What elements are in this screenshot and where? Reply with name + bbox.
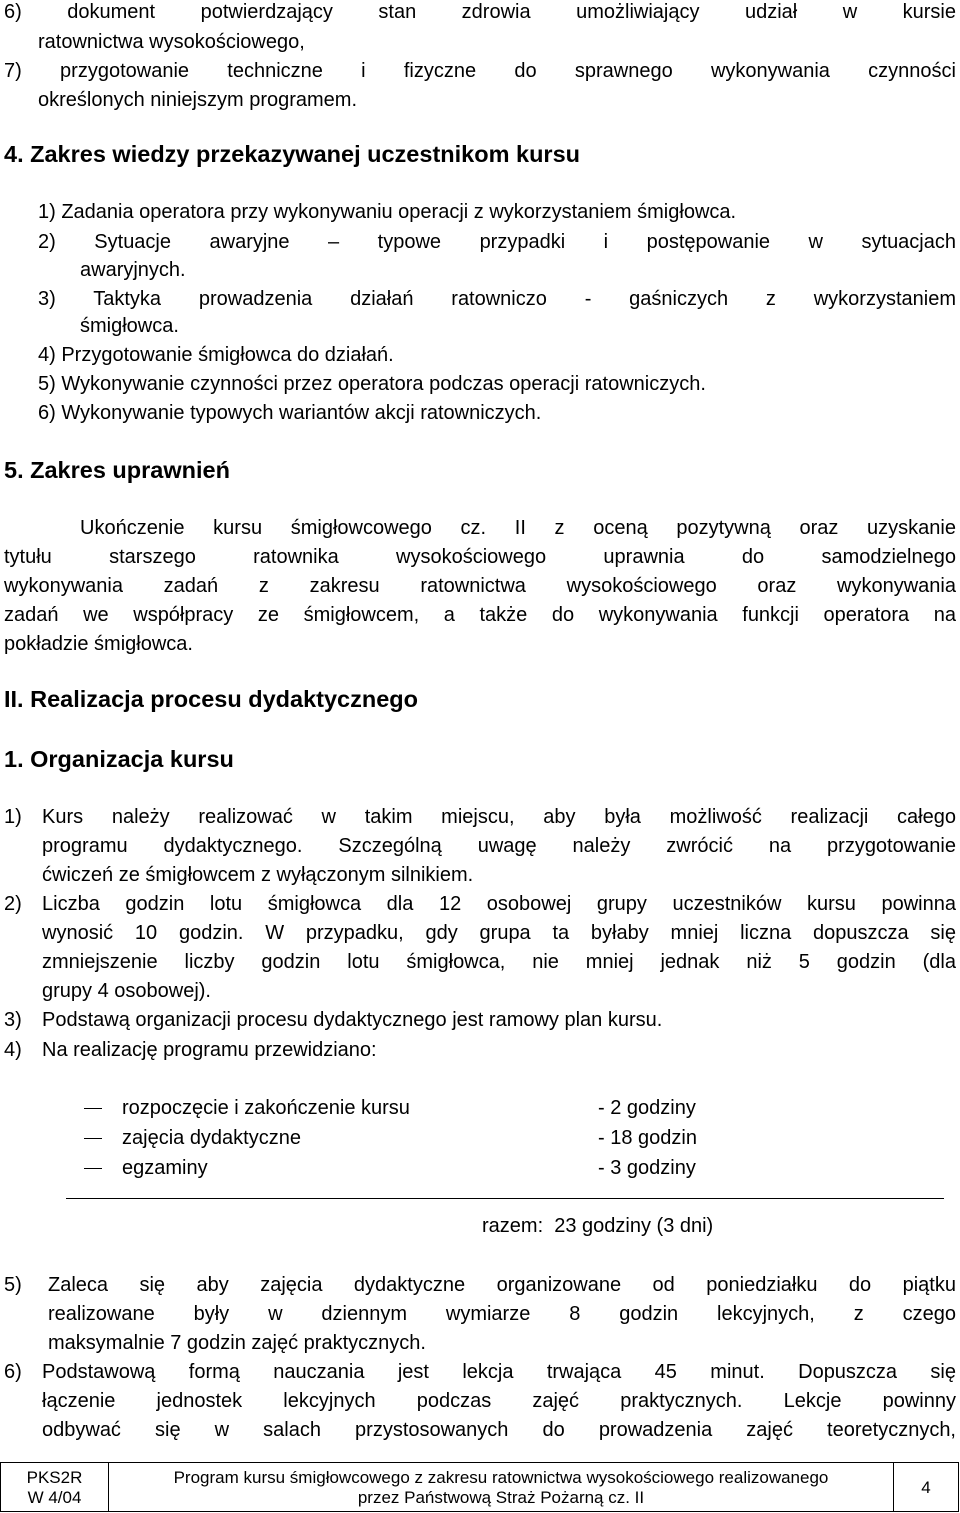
list-item: Podstawową formą nauczania jest lekcja trwająca 45 minut. Dopuszcza się (42, 1361, 956, 1383)
schedule-hours: - 2 godziny (598, 1097, 696, 1119)
list-item: 4) Przygotowanie śmigłowca do działań. (38, 344, 394, 366)
list-item-continuation: określonych niniejszym programem. (38, 89, 358, 111)
list-item-continuation: grupy 4 osobowej). (42, 980, 211, 1002)
list-number: 3) (4, 1009, 22, 1031)
list-item: Kurs należy realizować w takim miejscu, aby była możliwość realizacji całego (42, 806, 956, 828)
list-number: 2) (4, 893, 22, 915)
schedule-hours: - 3 godziny (598, 1157, 696, 1179)
list-item: 3) Taktyka prowadzenia działań ratowniczo - gaśniczych z wykorzystaniem (38, 288, 956, 310)
page-footer (0, 1462, 959, 1512)
list-item: 5) Wykonywanie czynności przez operatora podczas operacji ratowniczych. (38, 373, 706, 395)
dash-bullet (84, 1108, 102, 1109)
document-code-line: W 4/04 (27, 1488, 82, 1507)
section-heading: 1. Organizacja kursu (4, 746, 234, 772)
dash-bullet (84, 1138, 102, 1139)
paragraph-line: tytułu starszego ratownika wysokościowego uprawnia do samodzielnego (4, 546, 956, 568)
schedule-label: rozpoczęcie i zakończenie kursu (122, 1097, 410, 1119)
list-number: 5) (4, 1274, 22, 1296)
list-item-continuation: programu dydaktycznego. Szczególną uwagę należy zwrócić na przygotowanie (42, 835, 956, 857)
part-heading: II. Realizacja procesu dydaktycznego (4, 686, 419, 712)
list-item: Na realizację programu przewidziano: (42, 1039, 377, 1061)
list-item-continuation: ratownictwa wysokościowego, (38, 31, 305, 53)
list-item-continuation: ćwiczeń ze śmigłowcem z wyłączonym silnikiem. (42, 864, 474, 886)
list-item: 6) dokument potwierdzający stan zdrowia umożliwiający udział w kursie (4, 1, 956, 23)
list-item-continuation: wynosić 10 godzin. W przypadku, gdy grupa ta byłaby mniej liczna dopuszcza się (42, 922, 956, 944)
list-number: 6) (4, 1361, 22, 1383)
paragraph-line: zadań we współpracy ze śmigłowcem, a także do wykonywania funkcji operatora na (4, 604, 956, 626)
paragraph-line: Ukończenie kursu śmigłowcowego cz. II z oceną pozytywną oraz uzyskanie (80, 517, 956, 539)
list-item: 2) Sytuacje awaryjne – typowe przypadki i postępowanie w sytuacjach (38, 231, 956, 253)
schedule-label: egzaminy (122, 1157, 208, 1179)
list-item-continuation: zmniejszenie liczby godzin lotu śmigłowca, nie mniej jednak niż 5 godzin (dla (42, 951, 956, 973)
document-title (109, 1463, 894, 1512)
list-item: 6) Wykonywanie typowych wariantów akcji ratowniczych. (38, 402, 542, 424)
page-number: 4 (894, 1463, 959, 1512)
list-item-continuation: maksymalnie 7 godzin zajęć praktycznych. (48, 1332, 426, 1354)
document-code-line: PKS2R (26, 1468, 83, 1487)
list-item-continuation: awaryjnych. (80, 259, 186, 281)
total-divider (66, 1198, 944, 1199)
list-item: 7) przygotowanie techniczne i fizyczne do sprawnego wykonywania czynności (4, 60, 956, 82)
list-item-continuation: śmigłowca. (80, 315, 179, 337)
document-title-line: przez Państwową Straż Pożarną cz. II (357, 1488, 645, 1507)
list-item: Podstawą organizacji procesu dydaktycznego jest ramowy plan kursu. (42, 1009, 663, 1031)
list-item-continuation: realizowane były w dziennym wymiarze 8 godzin lekcyjnych, z czego (48, 1303, 956, 1325)
paragraph-line: pokładzie śmigłowca. (4, 633, 193, 655)
list-item: Zaleca się aby zajęcia dydaktyczne organizowane od poniedziałku do piątku (48, 1274, 956, 1296)
schedule-hours: - 18 godzin (598, 1127, 697, 1149)
list-item-continuation: odbywać się w salach przystosowanych do prowadzenia zajęć teoretycznych, (42, 1419, 956, 1441)
document-code (1, 1463, 109, 1512)
list-item: Liczba godzin lotu śmigłowca dla 12 osobowej grupy uczestników kursu powinna (42, 893, 956, 915)
document-title-line: Program kursu śmigłowcowego z zakresu ratownictwa wysokościowego realizowanego (173, 1468, 829, 1487)
dash-bullet (84, 1168, 102, 1169)
list-item: 1) Zadania operatora przy wykonywaniu operacji z wykorzystaniem śmigłowca. (38, 201, 737, 223)
list-item-continuation: łączenie jednostek lekcyjnych podczas zajęć praktycznych. Lekcje powinny (42, 1390, 956, 1412)
schedule-label: zajęcia dydaktyczne (122, 1127, 301, 1149)
section-heading: 4. Zakres wiedzy przekazywanej uczestnikom kursu (4, 141, 580, 167)
section-heading: 5. Zakres uprawnień (4, 457, 230, 483)
schedule-total: razem: 23 godziny (3 dni) (482, 1215, 714, 1237)
list-number: 1) (4, 806, 22, 828)
list-number: 4) (4, 1039, 22, 1061)
paragraph-line: wykonywania zadań z zakresu ratownictwa wysokościowego oraz wykonywania (4, 575, 956, 597)
